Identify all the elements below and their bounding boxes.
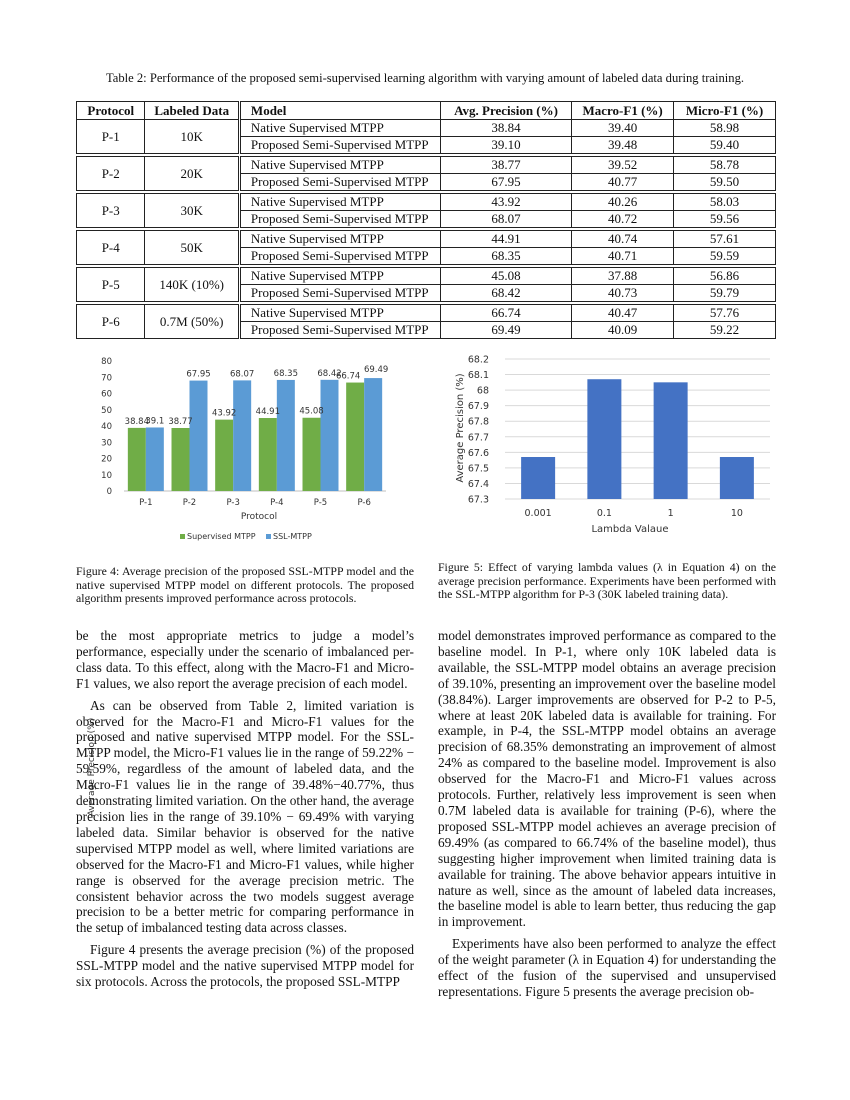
macro-f1-cell: 37.88	[572, 268, 674, 285]
model-cell: Native Supervised MTPP	[239, 305, 440, 322]
macro-f1-cell: 40.47	[572, 305, 674, 322]
model-cell: Proposed Semi-Supervised MTPP	[239, 248, 440, 265]
header-micro-f1: Micro-F1 (%)	[674, 102, 776, 120]
macro-f1-cell: 40.71	[572, 248, 674, 265]
x-tick-label: 1	[667, 508, 674, 519]
performance-table	[76, 101, 776, 339]
labeled-data-cell: 20K	[145, 157, 239, 191]
bar-data-label: 69.49	[363, 365, 389, 376]
x-tick-label: P-4	[270, 498, 284, 508]
chart-legend	[180, 532, 312, 541]
bar-supervised	[303, 418, 321, 491]
protocol-cell: P-6	[77, 305, 145, 339]
protocol-cell: P-1	[77, 120, 145, 154]
bar-data-label: 38.77	[168, 416, 193, 427]
micro-f1-cell: 59.59	[674, 248, 776, 265]
protocol-cell: P-3	[77, 194, 145, 228]
macro-f1-cell: 40.77	[572, 174, 674, 191]
bar-ssl	[321, 380, 339, 491]
figure-5	[450, 348, 780, 540]
y-tick-label: 67.7	[467, 432, 489, 444]
micro-f1-cell: 56.86	[674, 268, 776, 285]
model-cell: Proposed Semi-Supervised MTPP	[239, 137, 440, 154]
macro-f1-cell: 39.52	[572, 157, 674, 174]
labeled-data-cell: 0.7M (50%)	[145, 305, 239, 339]
avg-precision-cell: 67.95	[440, 174, 571, 191]
table-row	[77, 120, 776, 137]
micro-f1-cell: 59.50	[674, 174, 776, 191]
bar	[720, 457, 754, 499]
bar-data-label: 39.1	[145, 416, 165, 427]
y-tick-label: 70	[101, 373, 112, 384]
micro-f1-cell: 57.61	[674, 231, 776, 248]
macro-f1-cell: 39.48	[572, 137, 674, 154]
legend-swatch-ssl	[266, 534, 271, 539]
labeled-data-cell: 140K (10%)	[145, 268, 239, 302]
paragraph: be the most appropriate metrics to judge a model’s performance, especially under the scenario of imbalanced per-class data. To this effect, along with the Macro-F1 and Micro-F1 values, we also report the average precision of each model.	[76, 628, 414, 691]
y-tick-label: 68	[476, 385, 489, 397]
y-tick-label: 80	[101, 357, 112, 367]
avg-precision-cell: 66.74	[440, 305, 571, 322]
x-tick-label: P-1	[139, 498, 153, 508]
legend-label-ssl: SSL-MTPP	[273, 532, 312, 541]
figure-5-chart	[450, 348, 780, 540]
avg-precision-cell: 44.91	[440, 231, 571, 248]
x-tick-label: P-5	[313, 498, 328, 508]
avg-precision-cell: 45.08	[440, 268, 571, 285]
bar-data-label: 68.07	[229, 369, 255, 380]
bar-ssl	[233, 380, 251, 491]
micro-f1-cell: 58.03	[674, 194, 776, 211]
header-model: Model	[239, 102, 440, 120]
chart-ylabel: Average Precision (%)	[455, 373, 466, 483]
legend-swatch-supervised	[180, 534, 185, 539]
x-tick-label: P-3	[226, 498, 240, 508]
micro-f1-cell: 59.79	[674, 285, 776, 302]
micro-f1-cell: 58.78	[674, 157, 776, 174]
y-tick-label: 67.9	[467, 401, 489, 413]
y-tick-label: 67.4	[467, 478, 489, 490]
legend-label-supervised: Supervised MTPP	[187, 532, 256, 541]
y-tick-label: 20	[101, 454, 112, 465]
y-tick-label: 68.1	[467, 370, 489, 382]
avg-precision-cell: 68.42	[440, 285, 571, 302]
x-tick-label: P-2	[182, 498, 197, 508]
avg-precision-cell: 39.10	[440, 137, 571, 154]
model-cell: Native Supervised MTPP	[239, 268, 440, 285]
model-cell: Proposed Semi-Supervised MTPP	[239, 211, 440, 228]
avg-precision-cell: 69.49	[440, 322, 571, 339]
bar-supervised	[346, 383, 364, 491]
bar-data-label: 45.08	[299, 406, 324, 417]
table-header-row	[77, 102, 776, 120]
figure-4-caption: Figure 4: Average precision of the proposed SSL-MTPP model and the native supervised MTPP model on different protocols. The proposed algorithm presents improved performance across protocols.	[76, 564, 414, 606]
y-tick-label: 30	[101, 438, 112, 449]
bar-ssl	[190, 381, 208, 491]
y-tick-label: 67.5	[467, 463, 489, 475]
macro-f1-cell: 40.74	[572, 231, 674, 248]
paragraph: Experiments have also been performed to analyze the effect of the weight parameter (λ in Equation 4) for understanding the effect of the fusion of the supervised and unsupervised representations. Figure 5 presents the average precision ob-	[438, 936, 776, 999]
protocol-cell: P-5	[77, 268, 145, 302]
labeled-data-cell: 50K	[145, 231, 239, 265]
bar-data-label: 68.35	[273, 368, 299, 379]
micro-f1-cell: 59.40	[674, 137, 776, 154]
bar-supervised	[259, 418, 277, 491]
model-cell: Native Supervised MTPP	[239, 157, 440, 174]
labeled-data-cell: 30K	[145, 194, 239, 228]
bar-ssl	[277, 380, 295, 491]
header-macro-f1: Macro-F1 (%)	[572, 102, 674, 120]
bar-supervised	[172, 428, 190, 491]
y-tick-label: 67.6	[467, 447, 489, 459]
table-row	[77, 157, 776, 174]
bar-supervised	[128, 428, 146, 491]
table-row	[77, 268, 776, 285]
micro-f1-cell: 59.22	[674, 322, 776, 339]
bar	[587, 379, 621, 499]
paragraph: As can be observed from Table 2, limited variation is observed for the Macro-F1 and Micro-F1 values for the proposed and native supervised MTPP model. For the SSL-MTPP model, the Micro-F1 values lie in the range of 59.22% − 59.59%, regardless of the amount of labeled data, and the Macro-F1 values lie in the range of 39.48%−40.77%, thus demonstrating limited variation. On the other hand, the average precision lies in the range of 39.10% − 69.49% with varying labeled data. Similar behavior is observed for the native supervised MTPP model as well, where limited variations are observed for the Macro-F1 and Micro-F1 values, while higher range is observed for the average precision metric. The consistent behavior across the two models suggest average precision to be a better metric for comparing performance in the setup of imbalanced testing data across classes.	[76, 697, 414, 936]
table-row	[77, 305, 776, 322]
y-tick-label: 0	[106, 487, 112, 497]
x-tick-label: 10	[730, 508, 743, 519]
table-row	[77, 194, 776, 211]
y-tick-label: 67.3	[467, 494, 489, 506]
y-tick-label: 10	[101, 470, 112, 481]
table-body	[77, 120, 776, 339]
avg-precision-cell: 68.07	[440, 211, 571, 228]
chart-xlabel: Lambda Valaue	[591, 524, 669, 535]
bar-data-label: 66.74	[335, 371, 361, 382]
macro-f1-cell: 40.73	[572, 285, 674, 302]
avg-precision-cell: 38.77	[440, 157, 571, 174]
model-cell: Native Supervised MTPP	[239, 194, 440, 211]
header-protocol: Protocol	[77, 102, 145, 120]
bar-data-label: 44.91	[255, 407, 281, 418]
chart-xlabel: Protocol	[240, 512, 278, 522]
x-tick-label: 0.001	[524, 508, 552, 519]
left-column	[76, 628, 414, 990]
micro-f1-cell: 58.98	[674, 120, 776, 137]
bar	[521, 457, 555, 499]
figure-5-caption: Figure 5: Effect of varying lambda values (λ in Equation 4) on the average precision performance. Experiments have been performed with the SSL-MTPP algorithm for P-3 (30K labeled training data).	[438, 560, 776, 602]
y-tick-label: 67.8	[467, 416, 489, 428]
model-cell: Proposed Semi-Supervised MTPP	[239, 322, 440, 339]
macro-f1-cell: 40.26	[572, 194, 674, 211]
model-cell: Proposed Semi-Supervised MTPP	[239, 285, 440, 302]
micro-f1-cell: 57.76	[674, 305, 776, 322]
bar-supervised	[215, 420, 233, 491]
table-row	[77, 231, 776, 248]
paragraph: Figure 4 presents the average precision (%) of the proposed SSL-MTPP model and the native supervised MTPP model for six protocols. Across the protocols, the proposed SSL-MTPP	[76, 942, 414, 990]
macro-f1-cell: 39.40	[572, 120, 674, 137]
y-tick-label: 50	[101, 405, 112, 416]
model-cell: Native Supervised MTPP	[239, 120, 440, 137]
avg-precision-cell: 43.92	[440, 194, 571, 211]
chart-ylabel: Average Precision (%)	[87, 717, 97, 817]
x-tick-label: 0.1	[596, 508, 612, 519]
labeled-data-cell: 10K	[145, 120, 239, 154]
bar-data-label: 68.42	[317, 368, 342, 379]
header-labeled-data: Labeled Data	[145, 102, 239, 120]
bar-ssl	[364, 378, 382, 491]
bar-ssl	[146, 427, 164, 491]
x-tick-label: P-6	[357, 498, 371, 508]
paragraph: model demonstrates improved performance as compared to the baseline model. In P-1, where only 10K labeled data is available, the SSL-MTPP model obtains an average precision of 39.10%, presenting an improvement over the baseline model (38.84%). Larger improvements are observed for P-2 to P-5, where at least 20K labeled data is available for training. For example, in P-4, the SSL-MTPP model obtains an average precision of 68.35% demonstrating an improvement of almost 24% as compared to the baseline model. Improvement is also observed for the Macro-F1 and Micro-F1 values across protocols. Further, relatively less improvement is seen when 0.7M labeled data is available for training (P-6), where the proposed SSL-MTPP model achieves an average precision of 69.49% (as compared to 66.74% of the baseline model), thus suggesting higher improvement when limited training data is available for training. The above behavior appears intuitive in nature as well, since as the amount of labeled data increases, the baseline model is able to learn better, thus reducing the gap in improvement.	[438, 628, 776, 930]
avg-precision-cell: 38.84	[440, 120, 571, 137]
model-cell: Proposed Semi-Supervised MTPP	[239, 174, 440, 191]
avg-precision-cell: 68.35	[440, 248, 571, 265]
y-tick-label: 68.2	[467, 354, 489, 366]
bar	[654, 382, 688, 499]
table-caption: Table 2: Performance of the proposed semi-supervised learning algorithm with varying amount of labeled data during training.	[105, 71, 745, 85]
model-cell: Native Supervised MTPP	[239, 231, 440, 248]
micro-f1-cell: 59.56	[674, 211, 776, 228]
bar-data-label: 38.84	[124, 416, 150, 427]
protocol-cell: P-2	[77, 157, 145, 191]
bar-data-label: 67.95	[186, 369, 211, 380]
macro-f1-cell: 40.72	[572, 211, 674, 228]
y-tick-label: 60	[101, 389, 112, 400]
protocol-cell: P-4	[77, 231, 145, 265]
y-tick-label: 40	[101, 422, 112, 432]
header-avg-precision: Avg. Precision (%)	[440, 102, 571, 120]
right-column	[438, 628, 776, 1000]
bar-data-label: 43.92	[211, 408, 237, 419]
macro-f1-cell: 40.09	[572, 322, 674, 339]
